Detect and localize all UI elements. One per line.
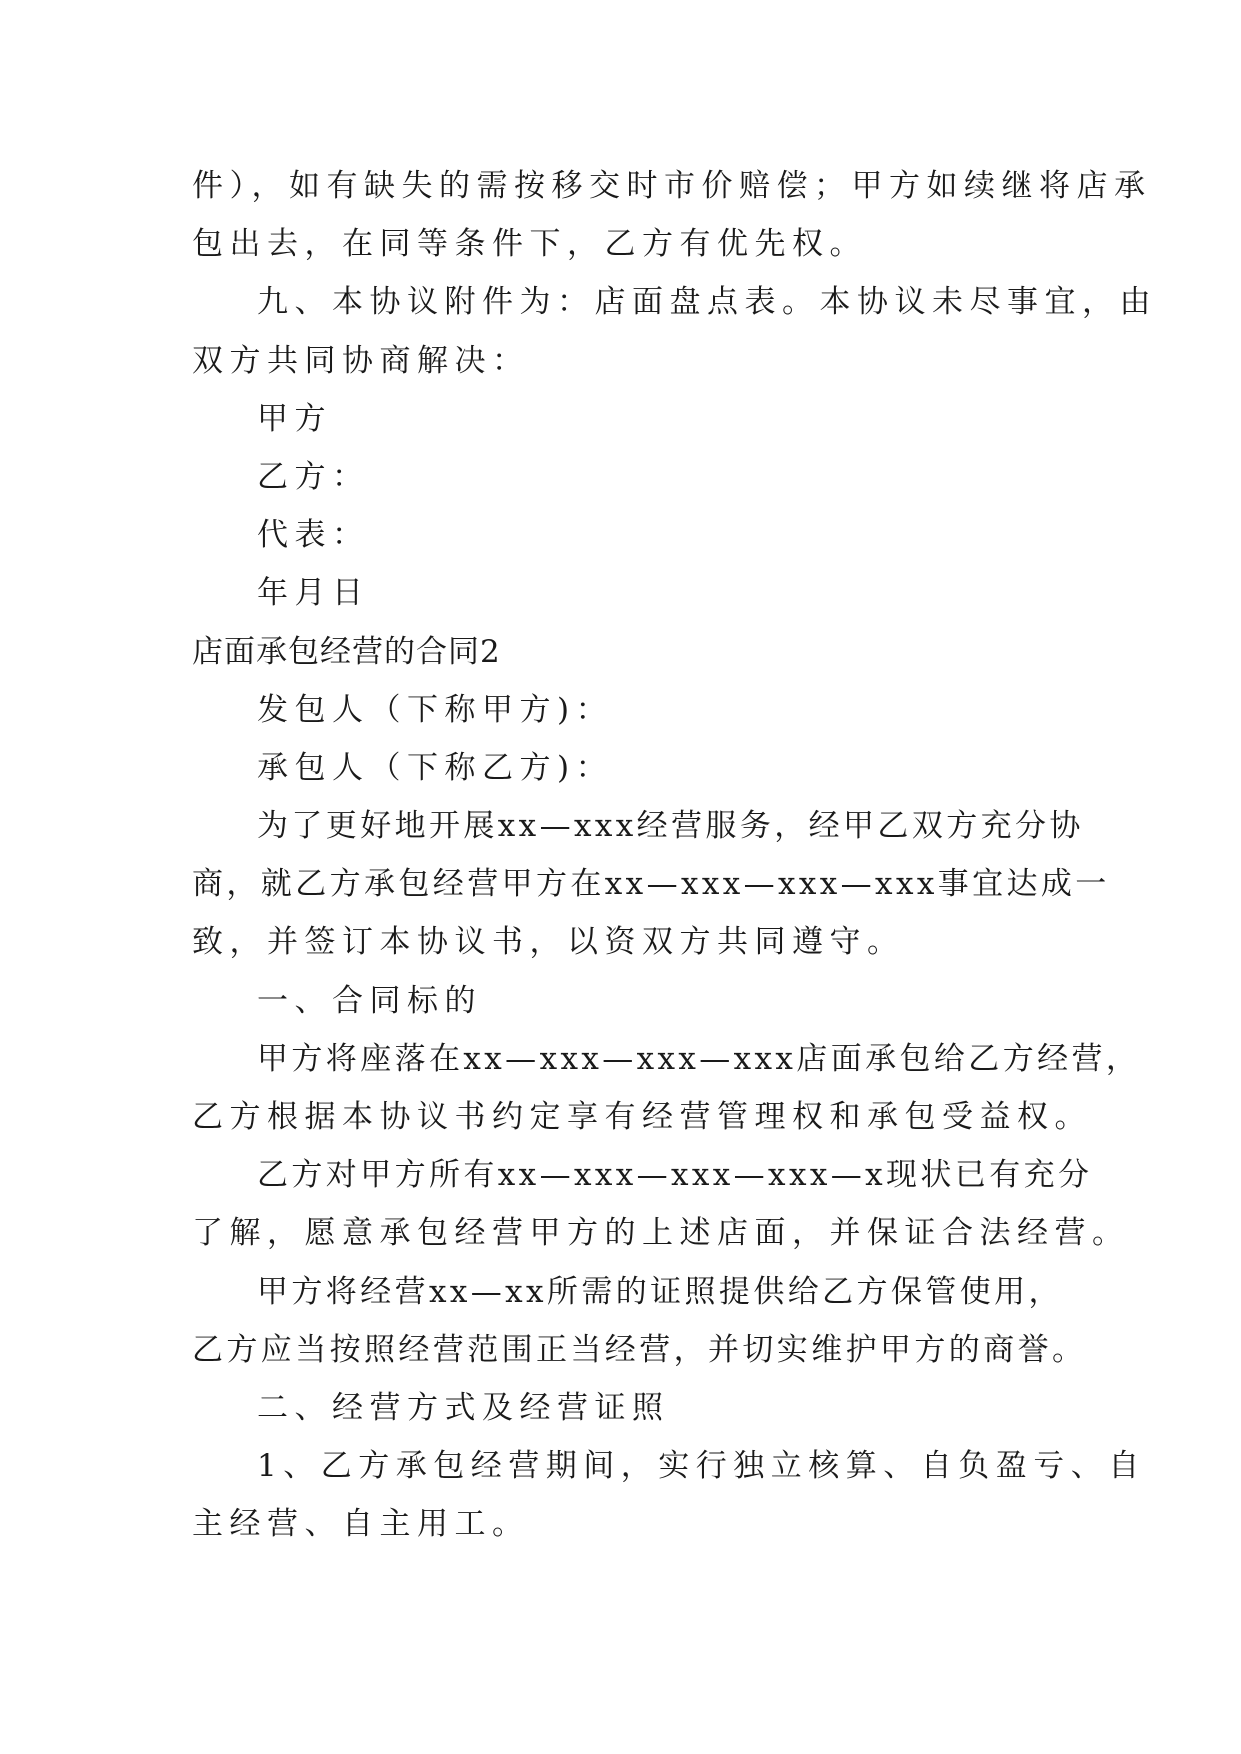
text-line: 商，就乙方承包经营甲方在xx—xxx—xxx—xxx事宜达成一 (192, 866, 1110, 903)
text-line: 双方共同协商解决： (192, 342, 530, 379)
section-heading-one: 一、合同标的 (257, 982, 482, 1019)
signature-party-a: 甲方 (257, 400, 332, 437)
section-one-line: 甲方将经营xx—xx所需的证照提供给乙方保管使用， (257, 1273, 1063, 1310)
text-line: 乙方应当按照经营范围正当经营，并切实维护甲方的商誉。 (192, 1331, 1087, 1368)
section-one-line: 甲方将座落在xx—xxx—xxx—xxx店面承包给乙方经营， (257, 1040, 1141, 1077)
preamble-line: 为了更好地开展xx—xxx经营服务，经甲乙双方充分协 (257, 808, 1084, 845)
contractor-line: 发包人（下称甲方)： (257, 691, 614, 728)
text-line: 乙方根据本协议书约定享有经营管理权和承包受益权。 (192, 1099, 1092, 1135)
text-line: 件），如有缺失的需按移交时市价赔偿；甲方如续继将店承 (192, 168, 1152, 204)
signature-date: 年月日 (257, 575, 370, 612)
text-line: 致，并签订本协议书，以资双方共同遵守。 (192, 924, 905, 961)
document-body (192, 157, 1157, 1554)
signature-party-b: 乙方： (257, 458, 370, 495)
clause-nine-line: 九、本协议附件为：店面盘点表。本协议未尽事宜，由 (257, 284, 1157, 321)
text-line: 主经营、自主用工。 (192, 1506, 530, 1543)
section-two-item-one: 1、乙方承包经营期间，实行独立核算、自负盈亏、自 (257, 1448, 1146, 1485)
contract-title: 店面承包经营的合同2 (192, 633, 501, 670)
section-one-line: 乙方对甲方所有xx—xxx—xxx—xxx—x现状已有充分 (257, 1157, 1093, 1194)
section-heading-two: 二、经营方式及经营证照 (257, 1389, 670, 1426)
text-line: 了解，愿意承包经营甲方的上述店面，并保证合法经营。 (192, 1215, 1130, 1252)
text-line: 包出去，在同等条件下，乙方有优先权。 (192, 226, 867, 263)
contractee-line: 承包人（下称乙方)： (257, 749, 614, 786)
signature-representative: 代表： (257, 517, 370, 554)
